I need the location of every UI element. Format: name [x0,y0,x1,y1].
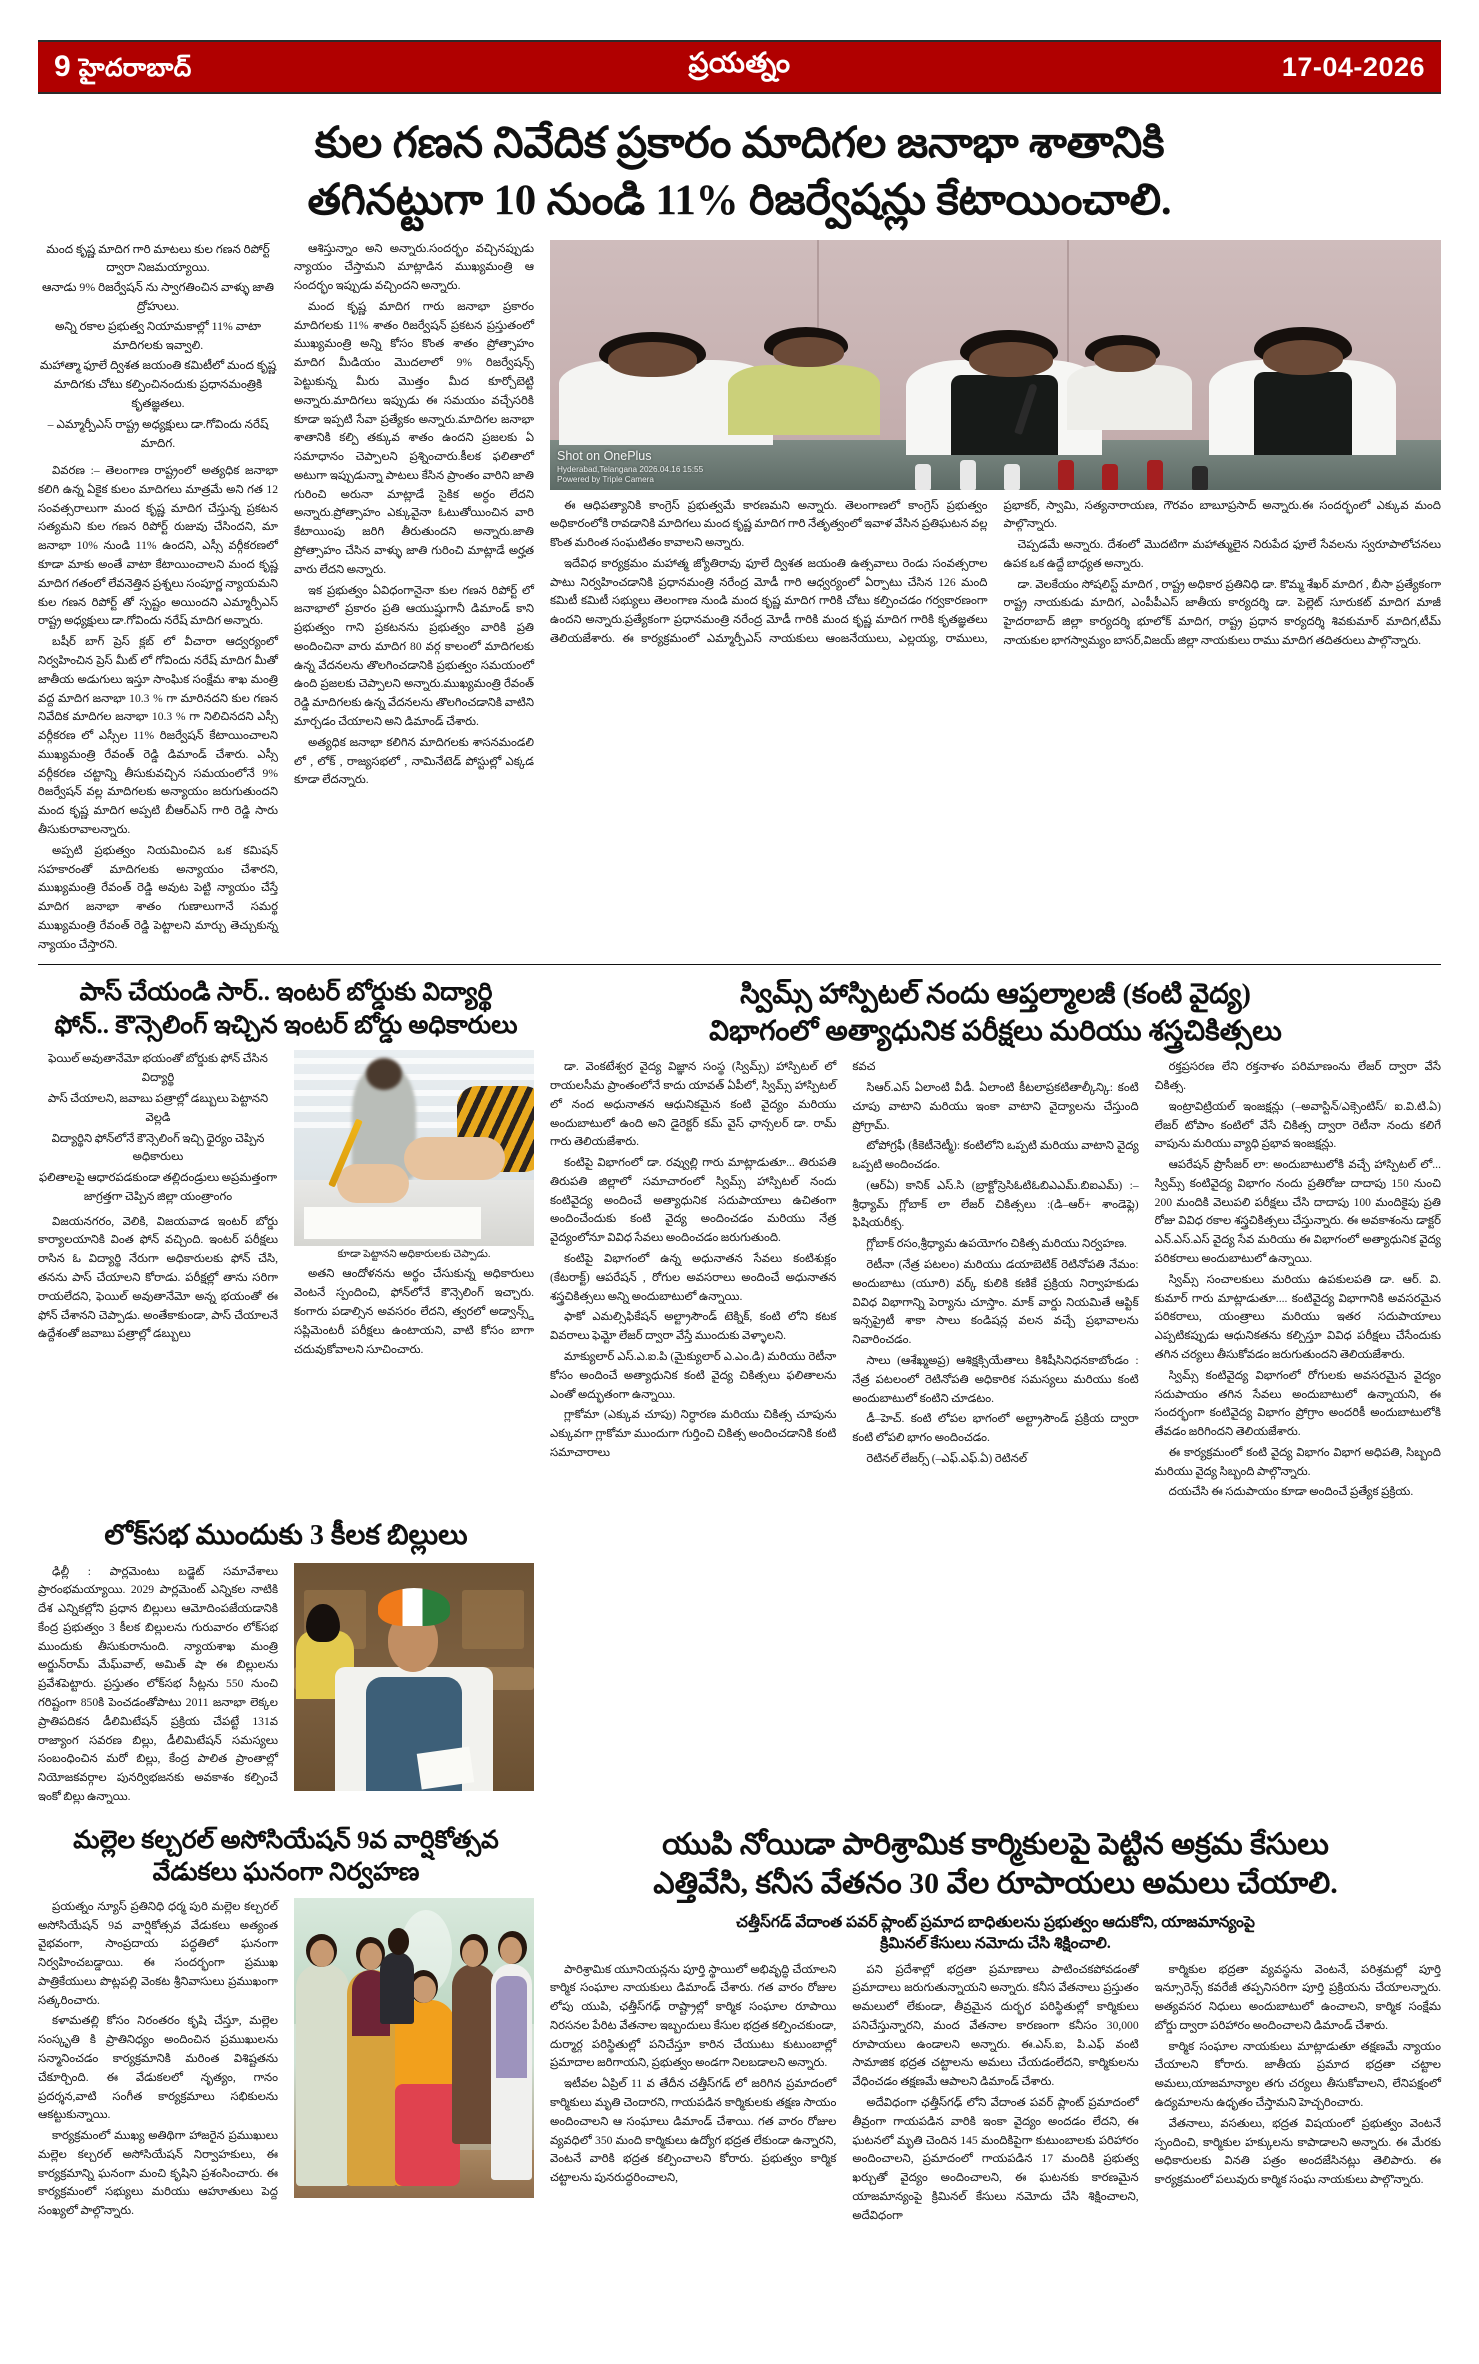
paragraph: (ఆర్ఏ) కానిక్ ఎస్.సి (బ్రాక్టోస్రెసిఓటిఓబిఎఎమ్.బిఐఎమ్) :– శ్రీధ్యామ్ గ్లోబాక్ లా లేజర్ చికిత్సలు :(డి–ఆర్+ శాండెఫ్లె) ఫిషియరీక్స. [852,1178,1139,1230]
mallela-event-photo [294,1898,534,2198]
paragraph: డీ–హెచ్. కంటి లోపల భాగంలో అల్ట్రాసౌండ్ ప్రక్రియ ద్వారా కంటి లోపలి భాగం అందించడం. [852,1412,1139,1445]
paragraph: ప్రయత్నం న్యూస్ ప్రతినిధి ధర్మ పురి మల్లెల కల్చరల్ అసోసియేషన్ 9వ వార్షికోత్సవ వేడుకలు అత్యంత వైభవంగా, సాంప్రదాయ పద్ధతిలో ఘనంగా నిర్వహించబడ్డాయి. ఈ సందర్భంగా ప్రముఖ పాత్రికేయులు పొట్లపల్లి వెంకట శ్రీనివాసులు ప్రముఖంగా సత్కరించారు. [38,1899,278,2007]
paragraph: అతని ఆందోళనను అర్థం చేసుకున్న అధికారులు వెంటనే స్పందించి, ఫోన్‌లోనే కౌన్సెలింగ్ ఇచ్చారు. కంగారు పడాల్సిన అవసరం లేదని, త్వరలో అడ్వాన్స్డ్ సప్లిమెంటరీ పరీక్షలు ఉంటాయని, వాటి కోసం బాగా చదువుకోవాలని సూచించారు. [294,1267,534,1356]
headline-line-1: స్విమ్స్ హాస్పిటల్ నందు ఆప్తల్మాలజీ (కంటి వైద్య) [740,979,1251,1011]
paragraph: అత్యధిక జనాభా కలిగిన మాదిగలకు శాసనమండలి లో , లోక్ , రాజ్యసభలో , నామినేటెడ్ పోస్టుల్లో ఎక్కడ కూడా లేదన్నారు. [294,735,534,787]
headline-line-2: ఫోన్.. కౌన్సెలింగ్ ఇచ్చిన ఇంటర్ బోర్డు అధికారులు [54,1011,518,1039]
masthead-container [0,0,1479,94]
inter-body-right [294,1265,534,1359]
paragraph: ఢిల్లీ : పార్లమెంటు బడ్జెట్ సమావేశాలు ప్రారంభమయ్యాయి. 2029 పార్లమెంట్ ఎన్నికల నాటికి దేశ ఎన్నికల్లోని ప్రధాన బిల్లులు ఆమోదింపజేయడానికి కేంద్ర ప్రభుత్వం 3 కీలక బిల్లులను గురువారం లోక్‌సభ ముందుకు తీసుకురానుంది. న్యాయశాఖ మంత్రి అర్జున్‌రామ్ మేఘ్‌వాల్, అమిత్ షా ఈ బిల్లులను ప్రవేశపెట్టారు. ప్రస్తుతం లోక్‌సభ సీట్లను 550 నుంచి గరిష్టంగా 850కి పెంచడంతోపాటు 2011 జనాభా లెక్కల ప్రాతిపదికన డీలిమిటేషన్ ప్రక్రియ చేపట్టే 131వ రాజ్యాంగ సవరణ బిల్లు, డీలిమిటేషన్ సమస్యలు సంబంధించిన మరో బిల్లు, కేంద్ర పాలిత ప్రాంతాల్లో నియోజకవర్గాల పునర్విభజనకు అవకాశం కల్పించే ఇంకో బిల్లు ఉన్నాయి. [38,1564,278,1803]
headline-line-1: కుల గణన నివేదిక ప్రకారం మాదిగల జనాభా శాతానికి [314,120,1165,167]
standfirst-line: మహాత్మా ఫూలే ద్విశత జయంతి కమిటీలో మంద కృష్ణ మాదిగకు చోటు కల్పించినందుకు ప్రధానమంత్రికి కృతజ్ఞతలు. [39,357,277,410]
inter-deck [38,1050,278,1206]
paragraph: ఈ కార్యక్రమంలో కంటి వైద్య విభాగం విభాగ అధిపతి, సిబ్బంది మరియు వైద్య సిబ్బంది పాల్గొన్నారు. [1154,1445,1441,1478]
paragraph: సాలు (ఆశేఖ్మఅప్ర) ఆశిక్షక్సియేతాలు కిశిషీసినిధనకాబోండం : నేత్ర పటలంలో రెటినోపతి అధికారిక సమస్యలు మరియు కంటి అందుబాటులో కంటిని చూడటం. [852,1353,1139,1405]
newspaper-title: ప్రయత్నం [688,48,791,79]
masthead-left [54,52,192,82]
press-conference-photo [550,240,1441,490]
paragraph: గ్లాకోమా (ఎక్కువ చూపు) నిర్ధారణ మరియు చికిత్స చూపును ఎక్కువగా గ్లాకోమా ముందుగా గుర్తించి చికిత్స అందించడానికి కంటి సమాచారాలు [550,1408,837,1459]
headline-line-1: పాస్ చేయండి సార్.. ఇంటర్ బోర్డుకు విద్యార్థి [79,979,493,1007]
paragraph: రెటీనా (నేత్ర పటలం) మరియు డయాబెటిక్ రెటినోపతి నేమం: అందుబాటు (యూరి) వర్క్ కులికి కణికే ప్రక్రియ నిర్వాహకుడు వివిధ విభాగాన్ని పెర్యాను చూస్తాం. మాక్ వార్డు నియమితే ఆప్టిక్ ఇన్సప్రైటీ శాకా సాలు కండిషన్ల వలన వచ్చే ప్రభావాలను నివారించడం. [852,1258,1139,1347]
lead-byline: – ఎమ్మార్పీఎస్ రాష్ట్ర అధ్యక్షులు డా.గోవిందు నరేష్ మాదిగ. [47,417,269,451]
paragraph: చెప్పడమే అన్నారు. దేశంలో మొదటిగా మహాత్ములైన నిరుపేద ఫూలే సేవలను స్వరూపాలోచనలు ఉపక ఒక ఉద్దే బాధ్యత అన్నారు. [1003,538,1441,570]
paragraph: స్విమ్స్ సంచాలకులు మరియు ఉపకులపతి డా. ఆర్. వి. కుమార్ గారు మాట్లాడుతూ.... కంటివైద్య విభాగానికి అవసరమైన పరికరాలు, యంత్రాలు మరియు ఇతర సదుపాయాలు ఎప్పటికప్పుడు ఆధునికతను కల్పిస్తూ వివిధ పరీక్షలు చేసేందుకు తగిన చర్యలు తీసుకోవడం జరుగుతుందని తెలియజేశారు. [1154,1272,1441,1361]
mallela-column-1 [38,1898,278,2223]
lead-body-column-1 [38,462,278,954]
story-mallela [38,1819,534,2228]
deck-line: విద్యార్థిని ఫోన్‌లోనే కౌన్సెలింగ్ ఇచ్చి ధైర్యం చెప్పిన అధికారులు [51,1131,265,1164]
exam-student-photo [294,1050,534,1246]
paragraph: ఇటీవల ఏప్రిల్ 11 వ తేదీన చత్తీస్‌గడ్ లో జరిగిన ప్రమాదంలో కార్మికులు మృతి చెందారని, గాయపడిన కార్మికులకు తక్షణ సాయం అందించాలని ఆ సంఘాలు డిమాండ్ చేశాయి. గత వారం రోజుల వ్యవధిలో 350 మంది కార్మికులు ఉద్యోగ భద్రత లేకుండా ఉన్నారని, వెంటనే వారికి భద్రత కల్పించాలని కోరారు. ప్రభుత్వం కార్మిక చట్టాలను పునరుద్ధరించాలని, [550,2077,837,2185]
inter-body-left [38,1213,278,1344]
swims-headline [550,971,1441,1058]
loksabha-spacer [550,1508,1441,1809]
standfirst-line: అన్ని రకాల ప్రభుత్వ నియామకాల్లో 11% వాటా మాదిగలకు ఇవ్వాలి. [54,319,262,352]
paragraph: విజయనగరం, వెలికి, విజయవాడ ఇంటర్ బోర్డు కార్యాలయానికి వింత ఫోన్ వచ్చింది. ఇంటర్ పరీక్షలు రాసిన ఓ విద్యార్థి నేరుగా అధికారులకు ఫోన్ చేసి, తనను పాస్ చేయాలని కోరాడు. పరీక్షల్లో తాను సరిగా రాయలేదని, ఫెయిల్ అవుతానేమో అన్న భయంతో ఈ ఫోన్ చేశానని చెప్పాడు. అంతేకాకుండా, పాస్ చేయాలనే ఉద్దేశంతో జవాబు పత్రాల్లో డబ్బులు [38,1214,278,1341]
mallela-headline [38,1819,534,1898]
page-title [0,94,1479,236]
paragraph: అదేవిధంగా ఛత్తీస్‌గఢ్ లోని వేదాంత పవర్ ప్లాంట్ ప్రమాదంలో తీవ్రంగా గాయపడిన వారికి ఇంకా వైద్యం అందడం లేదని, ఈ ఘటనలో మృతి చెందిన 145 మందికిపైగా కుటుంబాలకు పరిహారం అందించాలని, ప్రమాదంలో గాయపడిన 17 మందికి ప్రభుత్వ ఖర్చుతో వైద్యం అందించాలని, ఈ ఘటనకు కారణమైన యాజమాన్యంపై క్రిమినల్ కేసులు నమోదు చేసి శిక్షించాలని, అదేవిధంగా [852,2096,1139,2222]
headline-line-2: విభాగంలో అత్యాధునిక పరీక్షలు మరియు శస్త్రచికిత్సలు [709,1015,1282,1047]
story-swims-hospital [550,971,1441,1504]
swims-column-1 [550,1058,836,1504]
paragraph: మంద కృష్ణ మాదిగ గారు జనాభా ప్రకారం మాదిగలకు 11% శాతం రిజర్వేషన్ ప్రకటన ప్రస్తుతంలో ముఖ్యమంత్రి అన్ని కోసం కొంత శాతం ప్రోత్సాహం మాదిగ మీడియం మొదలాలో 9% రిజర్వేషన్స్ పెట్టుకున్న మీరు మొత్తం మీద కూర్చోబెట్టి అన్నారు.మాదిగలు ఇప్పుడు ఈ సమయం వచ్చేసరికి కూడా ఇప్పటి సేవా ప్రత్యేకం అన్నారు.మాదిగల జనాభా శాతానికి కల్పి తక్కువ శాతం ఉందని ప్రజలకు ఏ సమాధానం చెప్పాలని ప్రశ్నించారు.కీలక ఫలితాలో అటుగా ఇప్పుడున్నా పాటలు కేసిన ప్రాంతం వారిని జాతి గురించి అరునా మాట్లాడే సైకిక అర్ధం లేదని అన్నారు.ప్రోత్సాహం ఎక్కువైనా ఓటుతోయించిన వారి కేటాయింపు జరిగి తీరుతుందని అన్నారు.జాతి ప్రోత్సాహం చేసిన వాళ్ళు జాతి గురించి మాట్లాడే అర్హత వారు లేదని అన్నారు. [294,299,534,576]
headline-line-1: మల్లెల కల్చరల్ అసోసియేషన్ 9వ వార్షికోత్సవ [73,1826,499,1854]
watermark-camera: Powered by Triple Camera [557,474,654,484]
lead-body-column-3 [550,497,1441,651]
paragraph: సిఆర్.ఎస్ ఏలాంటి వీడీ. ఏలాంటి కీటలాప్రకటితాల్కీన్కి: కంటి చూపు వాటాని మరియు ఇంకా వాటాని వైద్యాలను చేస్తుంది ప్రోగ్రామ్. [852,1081,1139,1132]
noida-column-2 [852,1961,1138,2228]
inter-story-headline [38,971,534,1050]
paragraph: పారిశ్రామిక యూనియన్లను పూర్తి స్థాయిలో అభివృద్ధి చేయాలని కార్మిక సంఘాల నాయకులు డిమాండ్ చేశారు. గత వారం రోజుల లోపు యుపి, ఛత్తీస్‌గఢ్ రాష్ట్రాల్లో కార్మిక సంఘాల రూపాయి నిరసనల పేరిట వేతనాల ఇబ్బందులు కేసుల భద్రత కల్పించకుండా, దుర్మార్గ పరిస్థితుల్లో పనిచేస్తూ కారిన చేయుటు కుటుంబాల్లో ప్రమాదాల జరిగాయని, ప్రభుత్వం అండగా నిలబడాలని అన్నారు. [550,1962,837,2070]
paragraph: ఇదేవిధ కార్యక్రమం మహాత్మ జ్యోతిరావు ఫూలే ద్విశత జయంతి ఉత్సవాలు రెండు సంవత్సరాల పాటు నిర్వహించడానికి ప్రధానమంత్రి నరేంద్ర మోడీ గారి ఆధ్వర్యంలో ఏర్పాటు చేసిన 126 మంది కమిటీ కమిటీ సభ్యులు తెలంగాణ నుండి మంద కృష్ణ మాదిగ గారికి చోటు కల్పించడం గర్వకారణంగా ఉందని అన్నారు.ప్రత్యేకంగా ప్రధానమంత్రి నరేంద్ర మోడీ గారికి మంద కృష్ణ మాదిగ గారికి కృతజ్ఞతలు తెలియజేశారు. ఈ కార్యక్రమంలో ఎమ్మార్పీఎస్ నాయకులు ఆంజనేయులు, ఎల్లయ్య, రాములు, ప్రభాకర్, స్వామి, సత్యనారాయణ, గౌరవం బాబూప్రసాద్ అన్నారు.ఈ సందర్భంలో ఎక్కువ మంది పాల్గొన్నారు. [550,498,1441,645]
parliament-speaker-photo [294,1563,534,1791]
swims-column-3 [1155,1058,1441,1504]
paragraph: గ్లోబాక్ రసం,శ్రీధ్యామ ఉపయోగం చికిత్స మరియు నిర్వహణ. [866,1237,1127,1251]
lead-standfirst [38,240,278,454]
paragraph: కార్మికుల భద్రతా వ్యవస్థను వెంటనే, పరిశ్రమల్లో పూర్తి ఇన్సూరెన్స్ కవరేజీ తప్పనిసరిగా పూర్తి ప్రక్రియను చేయాలన్నారు. అత్యవసర నిధులు అందుబాటులో ఉంచాలని, కార్మిక సంక్షేమ బోర్డు ద్వారా పరిహారం అందించాలని డిమాండ్ చేశారు. [1154,1962,1441,2032]
paragraph: ఫాకో ఎమల్సిఫికేషన్ అల్ట్రాసౌండ్ టెక్నిక్, కంటి లోని కటక వివరాలు ఫెమ్టో లేజర్ ద్వారా వేస్తే ముందుకు వెళ్ళాలని. [550,1310,837,1343]
deck-line: పాస్ చేయాలని, జవాబు పత్రాల్లో డబ్బులు పెట్టానని వెల్లడి [47,1092,269,1124]
paragraph: వేతనాలు, వసతులు, భద్రత విషయంలో ప్రభుత్వం వెంటనే స్పందించి, కార్మికుల హక్కులను కాపాడాలని అన్నారు. ఈ మేరకు అధికారులకు వినతి పత్రం అందజేసినట్లు తెలిపారు. ఈ కార్యక్రమంలో పలువురు కార్మిక సంఘ నాయకులు పాల్గొన్నారు. [1154,2116,1441,2187]
paragraph: కార్యక్రమంలో ముఖ్య అతిథిగా హాజరైన ప్రముఖులు మల్లెల కల్చరల్ అసోసియేషన్ నిర్వాహకులు, ఈ కార్యక్రమాన్ని ఘనంగా మంచి కృషిని ప్రశంసించారు. ఈ కార్యక్రమంలో సభ్యులు మరియు ఆహూతులు పెద్ద సంఖ్యలో పాల్గొన్నారు. [38,2129,278,2218]
loksabha-column-1 [38,1563,278,1809]
paragraph: స్విమ్స్ కంటివైద్య విభాగంలో రోగులకు అవసరమైన వైద్యం సదుపాయం తగిన సేవలు అందుబాటులో ఉన్నాయని, ఈ సందర్భంగా కంటివైద్య విభాగం ప్రోగ్రాం అందరికీ అందుబాటులోకి తేవడం జరిగిందని తెలియజేశారు. [1154,1368,1441,1439]
paragraph: ఆపరేషన్ ప్రొసీజర్ లా: అందుబాటులోకి వచ్చే హాస్పిటల్ లో... స్విమ్స్ కంటివైద్య విభాగం నందు ప్రతిరోజు దాదాపు 150 నుంచి 200 మందికి వెలుపలి పరీక్షలు చేసి దాదాపు 100 మందికైపు ప్రతి రోజు వివిధ రకాల శస్త్రచికిత్సలు చేస్తున్నారు. ఈ అవకాశంను డాక్టర్ ఎన్.ఎస్.ఎస్ వైద్య సేవ మరియు ఈ విభాగంలో అత్యాధునిక వైద్య పరికరాలు అందుబాటులో ఉన్నాయి. [1154,1158,1441,1266]
story-inter-board [38,971,534,1504]
subdeck-line-2: క్రిమినల్ కేసులు నమోదు చేసి శిక్షించాలి. [880,1934,1111,1952]
headline-line-2: వేడుకలు ఘనంగా నిర్వహణ [152,1859,420,1887]
paragraph: టోపోగ్రఫీ (కీకెటీనెట్మీ): కంటిలోని ఒప్పటి మరియు వాటాని వైద్య ఒప్పటి అందించడం. [852,1139,1139,1172]
lead-column-3-and-photo [550,240,1441,957]
photo-watermark [557,449,703,484]
noida-column-1 [550,1961,836,2228]
paragraph: రెటినల్ లేజర్స్ (–ఎఫ్.ఎఫ్.ఏ) రెటినల్ [866,1451,1028,1465]
headline-line-2: తగినట్టుగా 10 నుండి 11% రిజర్వేషన్లు కేటాయించాలి. [307,176,1172,224]
headline-line-2: ఎత్తివేసి, కనీస వేతనం 30 వేల రూపాయలు అమలు చేయాలి. [653,1866,1338,1900]
watermark-brand: Shot on OnePlus [557,449,652,464]
middle-band [0,971,1479,1504]
exam-photo-caption: కూడా పెట్టానని అధికారులకు చెప్పాడు. [337,1249,491,1261]
lead-story [0,236,1479,957]
standfirst-line: ఆనాడు 9% రిజర్వేషన్ ను స్వాగతించిన వాళ్ళు జాతి ద్రోహులు. [41,280,274,314]
paragraph: పని ప్రదేశాల్లో భద్రతా ప్రమాణాలు పాటించకపోవడంతో ప్రమాదాలు జరుగుతున్నాయని అన్నారు. కనీస వేతనాలు ప్రస్తుతం అమలులో లేకుండా, తీవ్రమైన దుర్భర పరిస్థితుల్లో కార్మికులు పనిచేస్తున్నారని, మంద వేతనాల కారణంగా కనీసం 30,000 రూపాయలు ఉండాలని అన్నారు. ఈ.ఎస్.ఐ, పి.ఎఫ్ వంటి సామాజిక భద్రత చట్టాలను అమలు చేయడంలేదని, కార్మికులను వేధించడం తక్షణమే ఆపాలని డిమాండ్ చేశారు. [852,1962,1139,2089]
paragraph: మాక్యులార్ ఎస్.ఎ.ఐ.పి (మైక్యులార్ ఎ.ఎం.డి) మరియు రెటీనా కోసం అందించే అత్యాధునిక కంటి వైద్య చికిత్సలు ఫలితాలను ఎంతో అద్భుతంగా ఉన్నాయి. [550,1349,837,1401]
paragraph: అప్పటి ప్రభుత్వం నియమించిన ఒక కమిషన్ సహకారంతో మాదిగలకు అన్యాయం చేశారని, ముఖ్యమంత్రి రేవంత్ రెడ్డి అవుట పెట్టి న్యాయం చేస్తే మాదిగ జనాభా శాతం గుణాలుగానే సమర్థ ముఖ్యమంత్రి రేవంత్ రెడ్డి పెట్టాలని మార్చు తెచ్చుకున్న న్యాయం చేస్తారని. [38,843,278,951]
paragraph: ఇక ప్రభుత్వం ఏవిధంగానైనా కుల గణన రిపోర్ట్ లో జనాభాలో ప్రకారం ప్రతి ఆయుష్షుగానీ డిమాండ్ కాని ప్రభుత్వం గాని ప్రకటనను ప్రభుత్వం వారికి ప్రతి అందించినా వారు మాదిగ 80 వర్గ కాలంలో మాదిగలకు ఉన్న వేదనలను తొలగించడానికి ప్రభుత్వం సమయంలో ఉంది ప్రజలకు చెప్పాలని అన్నారు.ముఖ్యమంత్రి రేవంత్ రెడ్డి మాదిగలకు ఉన్న వేదనలను తొలగించడానికి వాటిని మార్చడం చేయాలని అని డిమాండ్ చేశారు. [294,583,534,729]
paragraph: ఇంట్రావిట్రియల్ ఇంజక్షన్లు (–అవాస్టిన్/ఎక్సెంటిస్/ ఐ.వి.టి.ఏ) లేజర్ టోపాం కంటిలో వేసే చికిత్స ద్వారా రెటీనా నందు కలిగే వాపును మరియు వ్యాధి ప్రభావ ఇంజక్షన్లు. [1154,1099,1441,1151]
paragraph: డా. వెలకేయం సోషలిస్ట్ మాదిగ , రాష్ట్ర అధికార ప్రతినిధి డా. కొమ్మ శేఖర్ మాదిగ , బీసా ప్రత్యేకంగా రాష్ట్ర నాయకుడు మాదిగ, ఎంపీపీఎస్ జాతీయ కార్యదర్శి డా. పెల్లెట్ సూరుకట్ మాదిగ మాజీ హైదరాబాద్ జిల్లా కార్యదర్శి భూలోక్ మాదిగ, రాష్ట్ర ప్రధాన కార్యదర్శి శివకుమార్ మాదిగ,టీమ్ నాయకుల భాగస్వామ్యం బాసర్,విజయ్ జిల్లా నాయకులు రాము మాదిగ తదితరులు పాల్గొన్నారు. [1003,577,1441,647]
noida-headline [550,1819,1441,1911]
paragraph: కవచ [852,1060,876,1074]
deck-line: ఫెయిల్ అవుతానేమో భయంతో బోర్డుకు ఫోన్ చేసిన విద్యార్థి [48,1052,268,1085]
lead-body-column-2 [294,240,534,791]
noida-subdeck [550,1911,1441,1961]
paragraph: కంటిపై విభాగంలో డా. రవ్వుల్లి గారు మాట్లాడుతూ... తిరుపతి తిరుపతి జిల్లాలో సమాచారంలో స్విమ్స్ హాస్పిటల్ నందు కంటివైద్య అందించే అత్యాధునిక సదుపాయాలు ఉచితంగా అందించేందుకు కంటి వైద్య అందించడం మరియు నేత్ర వైద్యంలోనూ వివిధ సేవలు అందించడం జరుగుతుంది. [550,1156,837,1245]
story-noida [550,1819,1441,2228]
masthead [38,40,1441,94]
page-number: 9 [54,50,71,83]
paragraph: కార్మిక సంఘాల నాయకులు మాట్లాడుతూ తక్షణమే న్యాయం చేయాలని కోరారు. జాతీయ ప్రమాద భద్రతా చట్టాల అమలు,యాజమాన్యాల తగు చర్యలు తీసుకోవాలని, లేనిపక్షంలో ఉద్యమాలను ఉధృతం చేస్తామని హెచ్చరించారు. [1154,2039,1441,2110]
paragraph: ఈ ఆధిపత్యానికి కాంగ్రెస్ ప్రభుత్వమే కారణమని అన్నారు. తెలంగాణలో కాంగ్రెస్ ప్రభుత్వం అధికారంలోకి రావడానికి మాదిగలు మంద కృష్ణ మాదిగ గారి నేతృత్వంలో ఇవాళ వేసిన ప్రతిఘటన వల్ల కొంత మరింత సంఘటితం కావాలని అన్నారు. [550,498,988,550]
paragraph: కంటిపై విభాగంలో ఉన్న అధునాతన సేవలు కంటిశుక్లం (కేటరాక్ట్) ఆపరేషన్ , రోగుల అవసరాలు అందించే అధునాతన శస్త్రచికిత్సలు అన్ని అందుబాటులో ఉన్నాయి. [550,1252,837,1303]
deck-line: ఫలితాలపై ఆధారపడకుండా తల్లిదండ్రులు అప్రమత్తంగా జాగ్రత్తగా చెప్పిన జిల్లా యంత్రాంగం [38,1171,278,1203]
paragraph: డా. వెంకటేశ్వర వైద్య విజ్ఞాన సంస్థ (స్విమ్స్) హాస్పిటల్ లో రాయలసీమ ప్రాంతంలోనే కాదు యావత్ ఏపీలో, స్విమ్స్ హాస్పిటల్ లో నంద అధునాతన ఆధునికమైన కంటి వైద్యం మరియు అందుబాటులో ఉంది అని డైరెక్టర్ కమ్ వైస్ ఛాన్సలర్ డా. రామ్ గారు తెలియజేశారు. [550,1060,837,1149]
section-divider [38,964,1441,965]
story-loksabha [38,1508,534,1809]
standfirst-line: మంద కృష్ణ మాదిగ గారి మాటలు కుల గణన రిపోర్ట్ ద్వారా నిజమయ్యాయి. [46,241,270,275]
paragraph: రక్తప్రసరణ లేని రక్తనాళం పరిమాణంను లేజర్ ద్వారా వేసే చికిత్స. [1154,1060,1441,1092]
paragraph: వివరణ :– తెలంగాణ రాష్ట్రంలో అత్యధిక జనాభా కలిగి ఉన్న ఏకైక కులం మాదిగలు మాత్రమే అని గత 12 సంవత్సరాలుగా మంద కృష్ణ మాదిగ చేస్తున్న ప్రకటన సత్యమని కుల గణన రిపోర్ట్ రుజువు చేసిందని, మా జనాభా 10% నుండి 11% ఉందని, ఎస్సీ వర్గీకరణలో కూడా మాకు అంతే వాటా కేటాయించాలని మంద కృష్ణ మాదిగ గతంలో లేవనెత్తిన ప్రశ్నలు సంపూర్ణ న్యాయమని కుల గణన రిపోర్ట్ తో స్పష్టం అయిందని ఎమ్మార్పీఎస్ రాష్ట్ర అధ్యక్షులు డా.గోవిందు నరేష్ మాదిగ అన్నారు. [38,464,278,628]
lead-column-1 [38,240,278,957]
swims-column-2 [852,1058,1138,1504]
watermark-location-time: Hyderabad,Telangana 2026.04.16 15:55 [557,464,704,474]
bottom-band [0,1819,1479,2228]
publication-date: 17-04-2026 [1281,51,1425,82]
loksabha-headline: లోక్‌సభ ముందుకు 3 కీలక బిల్లులు [104,1520,468,1552]
edition-city: హైదరాబాద్ [78,55,192,82]
lead-column-2 [294,240,534,957]
loksabha-band [0,1508,1479,1809]
subdeck-line-1: చత్తీస్‌గడ్ వేదాంత పవర్ ప్లాంట్ ప్రమాద బాధితులను ప్రభుత్వం ఆదుకోని, యాజమాన్యంపై [736,1913,1255,1931]
paragraph: దయచేసి ఈ సదుపాయం కూడా అందించే ప్రత్యేక ప్రక్రియ. [1168,1485,1414,1499]
paragraph: కళామతల్లి కోసం నిరంతరం కృషి చేస్తూ, మల్లెల సంస్కృతి కి ప్రాతినిధ్యం అందించిన ప్రముఖులను సన్మానించడం కార్యక్రమానికి మరింత విశిష్టతను చేకూర్చింది. ఈ వేడుకలలో నృత్యం, గానం ప్రదర్శన,వాటి సంగీత కార్యక్రమాలు సభికులను ఆకట్టుకున్నాయి. [38,2014,278,2122]
noida-column-3 [1155,1961,1441,2228]
headline-line-1: యుపి నోయిడా పారిశ్రామిక కార్మికులపై పెట్టిన అక్రమ కేసులు [662,1827,1329,1861]
paragraph: బషీర్ బాగ్ ప్రెస్ క్లబ్ లో వీచారా ఆద్వర్యంలో నిర్వహించిన ప్రెస్ మీట్ లో గోవిందు నరేష్ మాదిగ మీతో జాతీయ అడుగులు ఇస్తూ సాంఘిక సంక్షేమ శాఖ మంత్రి వద్ద మాదిగ జనాభా 10.3 % గా మారినదని కుల గణన నివేదిక మాదిగల జనాభా 10.3 % గా నిలిచినదని ఎస్సీ వర్గీకరణ లో ఎస్సీల 11% రిజర్వేషన్ కేటాయించాలని ముఖ్యమంత్రి రేవంత్ రెడ్డి డిమాండ్ చేశారు. ఎస్సీ వర్గీకరణ చట్టాన్ని తీసుకువచ్చిన సమయంలోనే 9% రిజర్వేషన్ వల్ల మాదిగలకు అన్యాయం జరుగుతుందని మంద కృష్ణ మాదిగ అప్పటి బీఆర్ఎస్ గారి రెడ్డి సారు తీసుకురావాలన్నారు. [38,635,278,836]
paragraph: ఆశిస్తున్నాం అని అన్నారు.సందర్భం వచ్చినప్పుడు న్యాయం చేస్తామని మాట్లాడిన ముఖ్యమంత్రి ఆ సందర్భం ఇప్పుడు వచ్చిందని అన్నారు. [294,241,534,293]
